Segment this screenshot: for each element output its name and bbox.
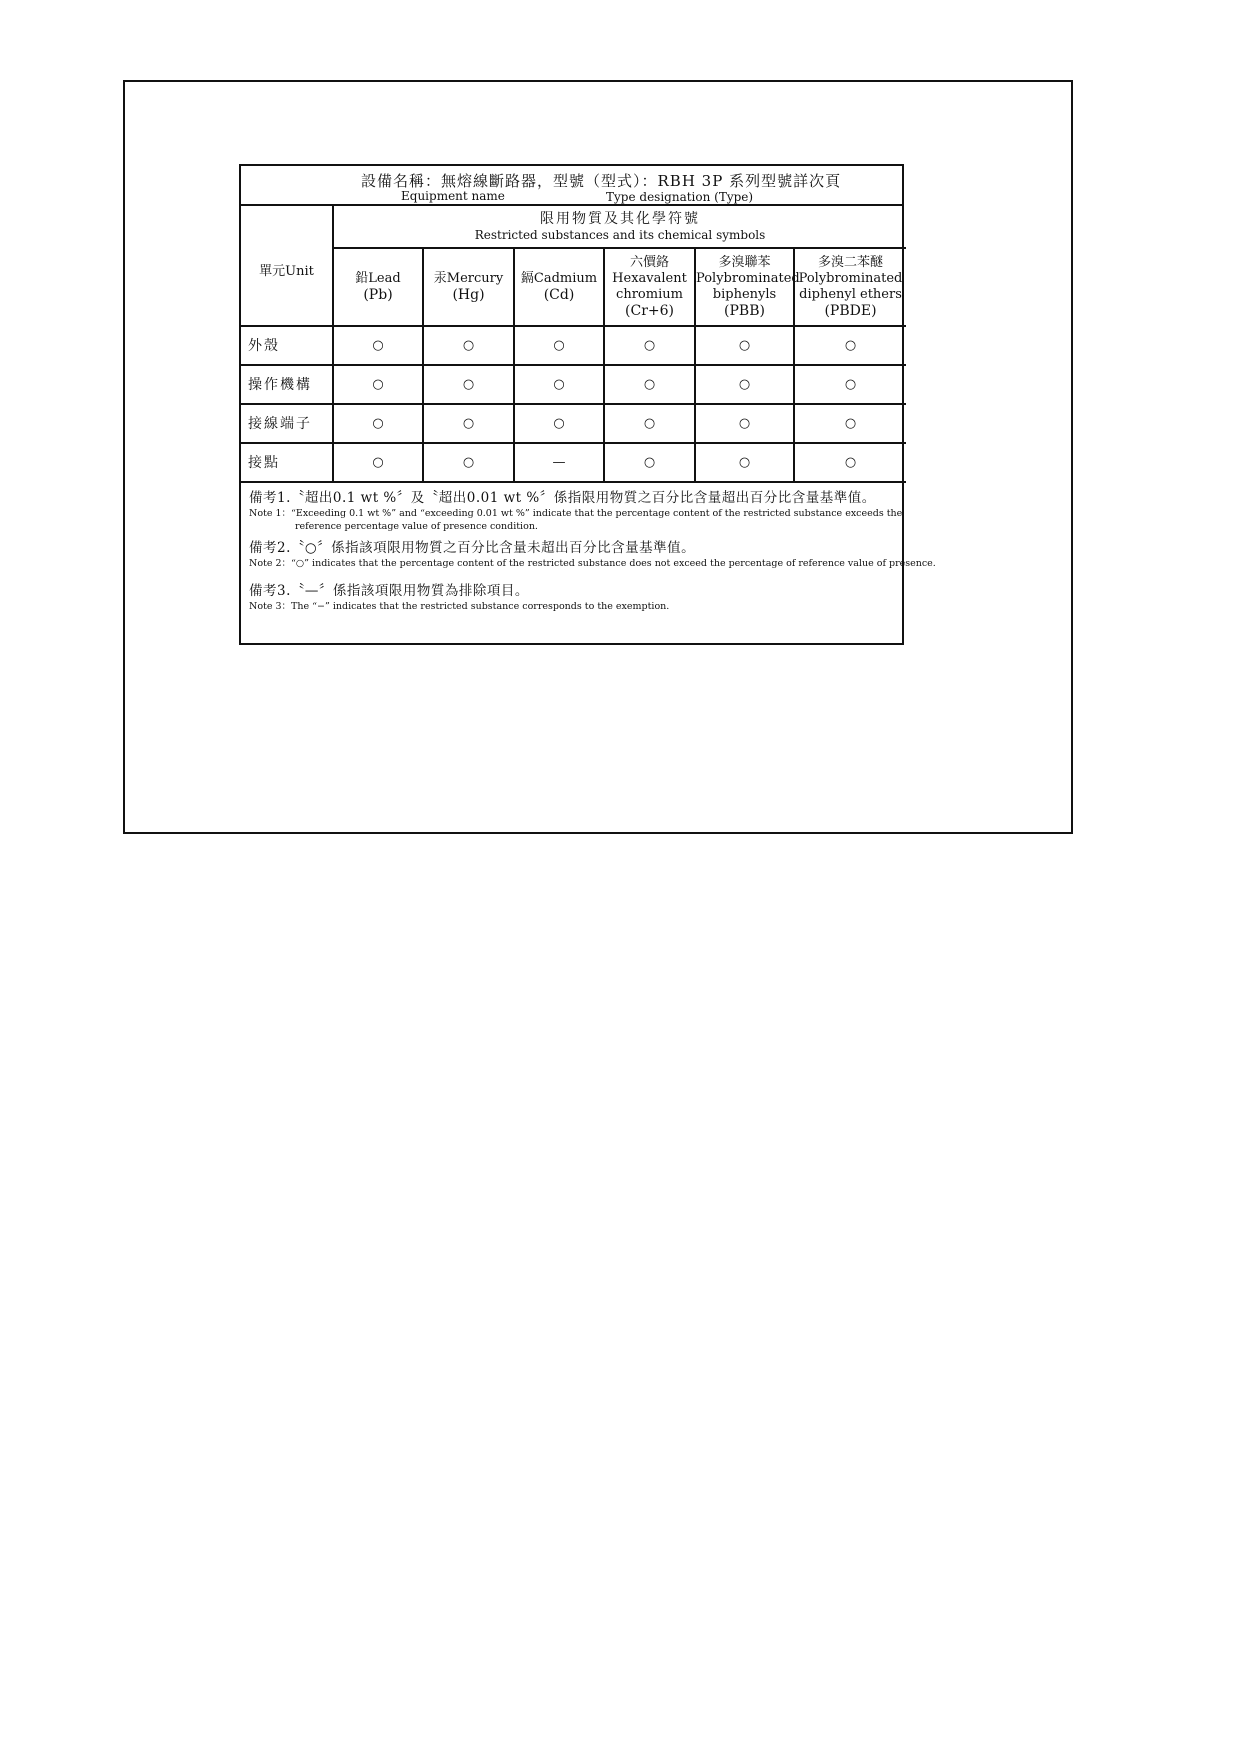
table-cell: ○	[695, 404, 794, 443]
row-label: 操作機構	[241, 365, 333, 404]
table-cell: ○	[514, 404, 604, 443]
note-2-zh: 備考2.〝○〞係指該項限用物質之百分比含量未超出百分比含量基準值。	[249, 540, 696, 556]
restricted-substances-table	[241, 206, 906, 483]
note-1-en-continued: reference percentage value of presence condition.	[295, 521, 538, 532]
table-cell: ○	[514, 365, 604, 404]
table-cell: ○	[794, 404, 906, 443]
note-2-en: Note 2：“○” indicates that the percentage content of the restricted substance does not exceed the percentage of reference value of presence.	[249, 558, 936, 569]
restricted-header-zh: 限用物質及其化學符號	[540, 210, 701, 227]
row-label: 接線端子	[241, 404, 333, 443]
table-cell: ○	[695, 443, 794, 482]
table-cell: ○	[333, 443, 423, 482]
table-cell: ○	[423, 326, 514, 365]
restricted-substances-header	[333, 206, 906, 248]
table-row	[241, 365, 906, 404]
column-header-lead: 鉛Lead (Pb)	[333, 248, 423, 326]
column-header-cadmium: 鎘Cadmium (Cd)	[514, 248, 604, 326]
row-label: 接點	[241, 443, 333, 482]
table-cell: ○	[514, 326, 604, 365]
table-cell: ○	[794, 365, 906, 404]
row-label: 外殼	[241, 326, 333, 365]
equipment-title-zh: 設備名稱：無熔線斷路器，型號（型式）：RBH 3P 系列型號詳次頁	[361, 172, 842, 190]
note-1-zh: 備考1.〝超出0.1 wt %〞及〝超出0.01 wt %〞係指限用物質之百分比含量超出百分比含量基準值。	[249, 490, 876, 506]
rohs-declaration-box	[239, 164, 936, 645]
column-header-mercury: 汞Mercury (Hg)	[423, 248, 514, 326]
table-cell: ○	[794, 443, 906, 482]
column-header-pbde: 多溴二苯醚 Polybrominated diphenyl ethers (PBDE)	[794, 248, 906, 326]
table-cell: ○	[333, 326, 423, 365]
table-cell: ○	[333, 365, 423, 404]
table-cell: ○	[333, 404, 423, 443]
table-cell: ○	[695, 365, 794, 404]
note-1-en: Note 1：“Exceeding 0.1 wt %” and “exceeding 0.01 wt %” indicate that the percentage content of the restricted substance exceeds the	[249, 508, 903, 519]
title-block	[241, 166, 902, 206]
table-cell: ○	[794, 326, 906, 365]
table-cell: —	[514, 443, 604, 482]
note-3-zh: 備考3.〝—〞係指該項限用物質為排除項目。	[249, 583, 529, 599]
unit-header: 單元Unit	[241, 206, 333, 326]
note-3-en: Note 3：The “−” indicates that the restricted substance corresponds to the exemption.	[249, 601, 670, 612]
table-cell: ○	[423, 365, 514, 404]
type-designation-en: Type designation (Type)	[606, 190, 754, 204]
notes-section	[241, 483, 936, 643]
table-row	[241, 326, 906, 365]
restricted-header-en: Restricted substances and its chemical symbols	[474, 227, 766, 242]
equipment-name-en: Equipment name	[401, 189, 505, 203]
table-cell: ○	[423, 404, 514, 443]
table-cell: ○	[604, 365, 695, 404]
table-cell: ○	[695, 326, 794, 365]
table-row	[241, 404, 906, 443]
table-row	[241, 443, 906, 482]
column-header-hexavalent-chromium: 六價鉻 Hexavalent chromium (Cr+6)	[604, 248, 695, 326]
table-cell: ○	[604, 404, 695, 443]
table-cell: ○	[423, 443, 514, 482]
table-cell: ○	[604, 443, 695, 482]
table-cell: ○	[604, 326, 695, 365]
column-header-pbb: 多溴聯苯 Polybrominated biphenyls (PBB)	[695, 248, 794, 326]
